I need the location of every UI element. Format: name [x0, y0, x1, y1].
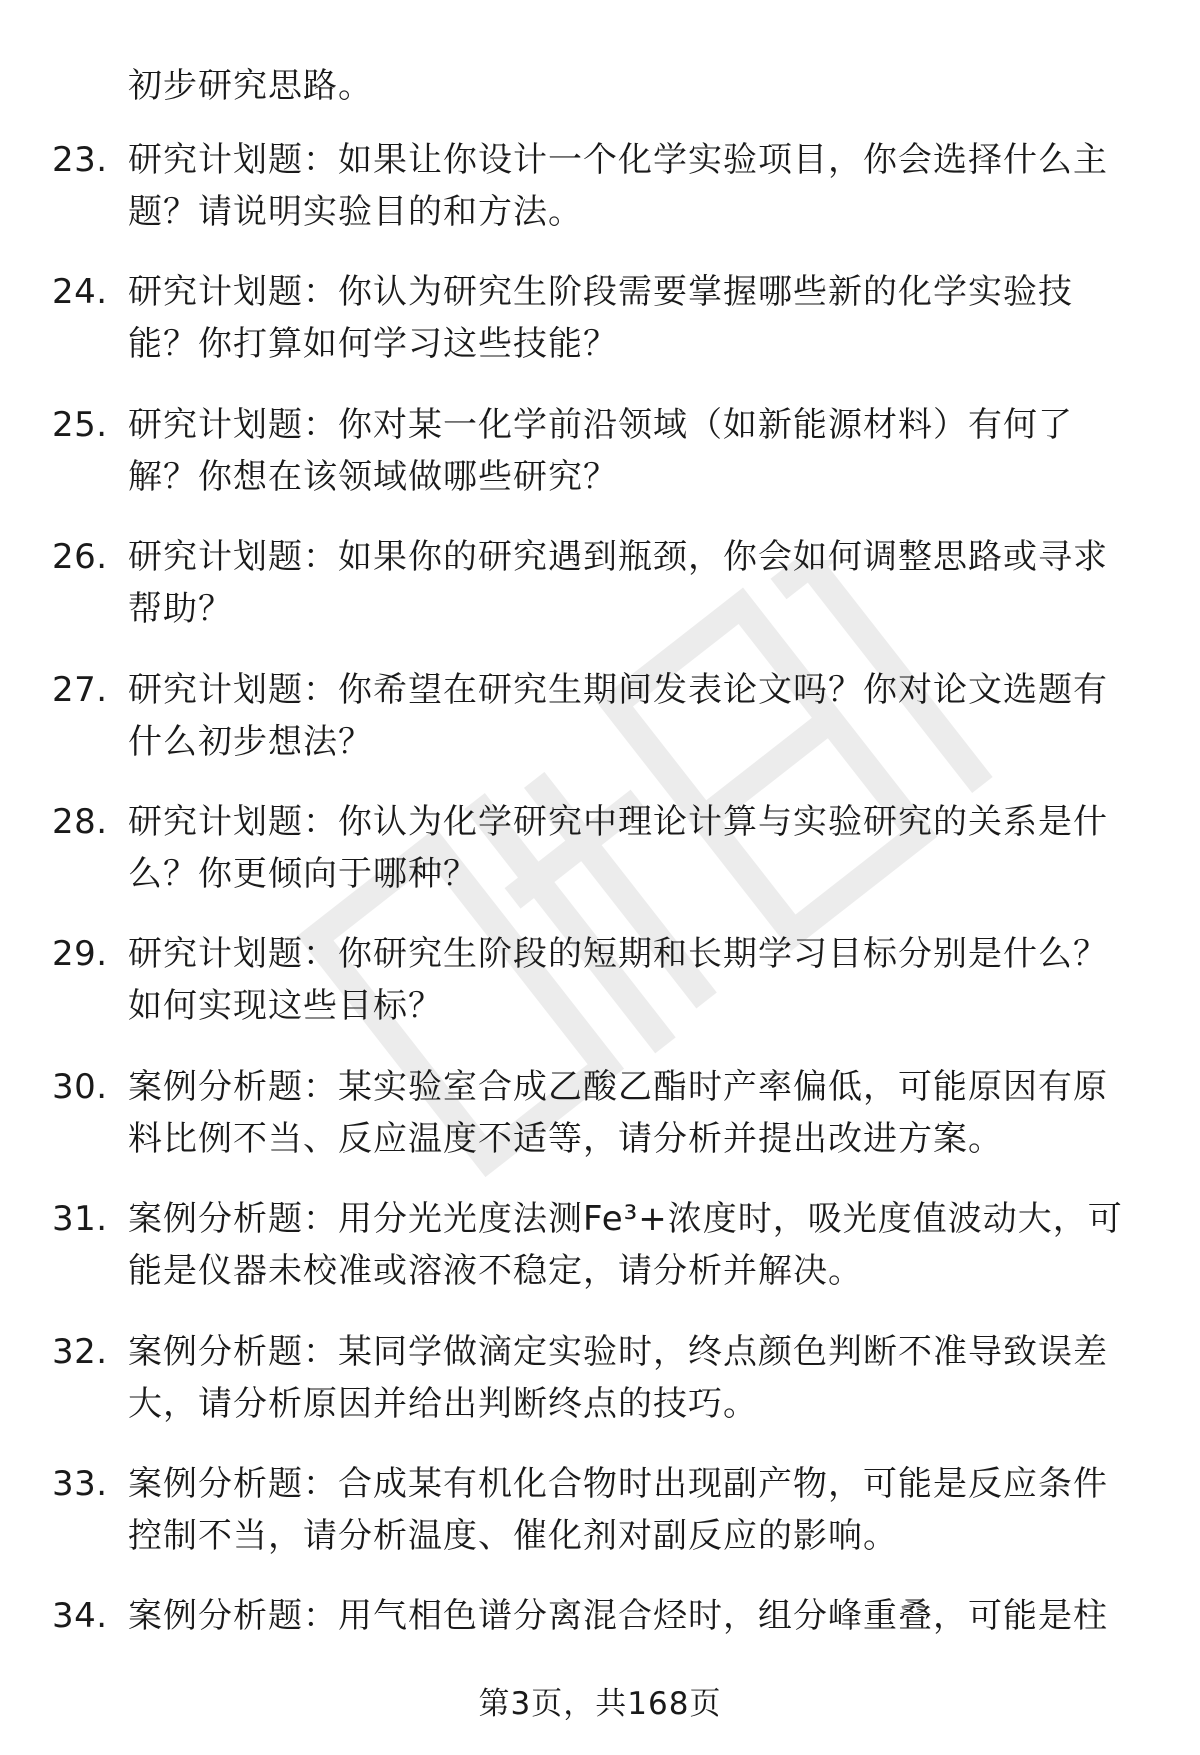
- continued-question-text: 初步研究思路。: [128, 66, 373, 106]
- question-item: [0, 134, 1200, 266]
- question-number: 24.: [52, 272, 108, 313]
- question-item: [0, 928, 1200, 1060]
- question-list: [0, 134, 1200, 1680]
- question-number: 32.: [52, 1331, 108, 1372]
- question-item: [0, 266, 1200, 398]
- question-text: 研究计划题：如果你的研究遇到瓶颈，你会如何调整思路或寻求帮助？: [128, 537, 1108, 630]
- question-number: 31.: [52, 1199, 108, 1240]
- question-text: 案例分析题：某实验室合成乙酸乙酯时产率偏低，可能原因有原料比例不当、反应温度不适等，请分析并提出改进方案。: [128, 1066, 1108, 1159]
- question-number: 29.: [52, 934, 108, 975]
- question-text: 研究计划题：你认为研究生阶段需要掌握哪些新的化学实验技能？你打算如何学习这些技能？: [128, 272, 1073, 365]
- question-text: 研究计划题：你对某一化学前沿领域（如新能源材料）有何了解？你想在该领域做哪些研究？: [128, 404, 1073, 497]
- question-item: [0, 1326, 1200, 1458]
- question-number: 30.: [52, 1066, 108, 1107]
- question-text: 研究计划题：你研究生阶段的短期和长期学习目标分别是什么？如何实现这些目标？: [128, 934, 1108, 1027]
- question-text: 案例分析题：合成某有机化合物时出现副产物，可能是反应条件控制不当，请分析温度、催化剂对副反应的影响。: [128, 1463, 1108, 1556]
- question-text: 研究计划题：你希望在研究生期间发表论文吗？你对论文选题有什么初步想法？: [128, 669, 1108, 762]
- question-item: [0, 796, 1200, 928]
- question-item: [0, 1193, 1200, 1325]
- question-text: 案例分析题：用分光光度法测Fe³+浓度时，吸光度值波动大，可能是仪器未校准或溶液不稳定，请分析并解决。: [128, 1199, 1123, 1292]
- question-item: [0, 664, 1200, 796]
- question-item: [0, 1061, 1200, 1193]
- question-item: [0, 1590, 1200, 1680]
- question-item: [0, 531, 1200, 663]
- question-text: 研究计划题：你认为化学研究中理论计算与实验研究的关系是什么？你更倾向于哪种？: [128, 801, 1108, 894]
- question-item: [0, 1458, 1200, 1590]
- question-number: 28.: [52, 801, 108, 842]
- page-footer: 第3页，共168页: [478, 1686, 722, 1722]
- question-number: 27.: [52, 669, 108, 710]
- question-number: 26.: [52, 537, 108, 578]
- question-text: 案例分析题：用气相色谱分离混合烃时，组分峰重叠，可能是柱: [128, 1596, 1108, 1637]
- question-number: 25.: [52, 404, 108, 445]
- question-text: 案例分析题：某同学做滴定实验时，终点颜色判断不准导致误差大，请分析原因并给出判断终点的技巧。: [128, 1331, 1108, 1424]
- question-number: 23.: [52, 140, 108, 180]
- question-number: 33.: [52, 1463, 108, 1504]
- question-text: 研究计划题：如果让你设计一个化学实验项目，你会选择什么主题？请说明实验目的和方法。: [128, 140, 1108, 232]
- question-item: [0, 399, 1200, 531]
- question-number: 34.: [52, 1596, 108, 1637]
